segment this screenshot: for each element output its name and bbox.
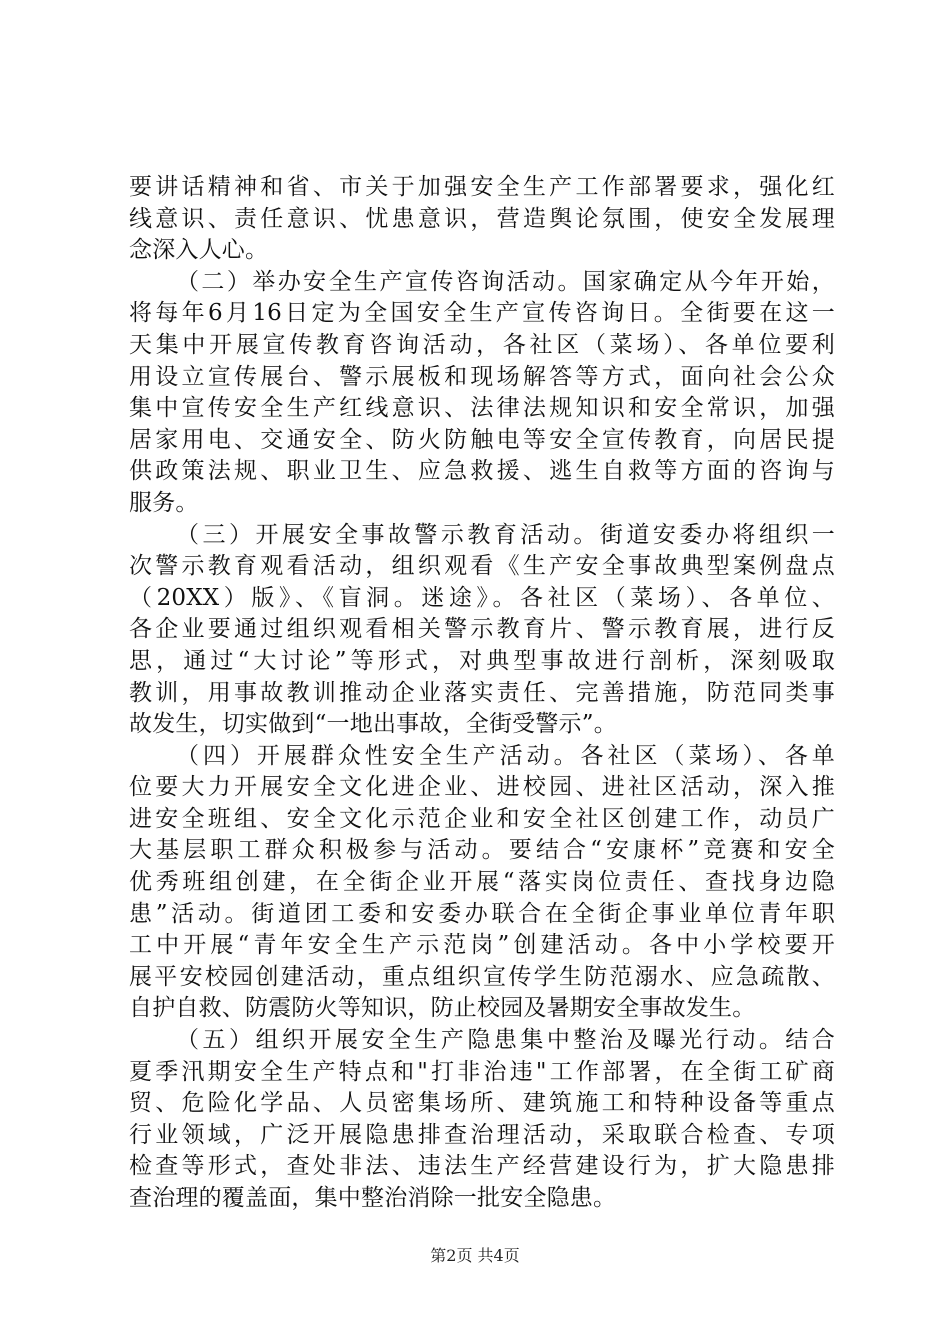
text-line: （20XX）版》、《盲洞。迷途》。各社区（菜场）、各单位、 — [129, 584, 835, 611]
text-line: 各企业要通过组织观看相关警示教育片、警示教育展，进行反 — [129, 616, 835, 643]
text-line: 位要大力开展安全文化进企业、进校园、进社区活动，深入推 — [129, 774, 835, 801]
text-line: 用设立宣传展台、警示展板和现场解答等方式，面向社会公众 — [129, 363, 835, 390]
paragraph-first-line: （三）开展安全事故警示教育活动。街道安委办将组织一 — [176, 521, 835, 548]
text-line: 检查等形式，查处非法、违法生产经营建设行为，扩大隐患排 — [129, 1153, 835, 1180]
text-line: 夏季汛期安全生产特点和"打非治违"工作部署，在全街工矿商 — [129, 1058, 835, 1085]
text-line: 次警示教育观看活动，组织观看《生产安全事故典型案例盘点 — [129, 553, 835, 580]
text-line: 展平安校园创建活动，重点组织宣传学生防范溺水、应急疏散、 — [129, 963, 835, 990]
text-line: 供政策法规、职业卫生、应急救援、逃生自救等方面的咨询与 — [129, 458, 835, 485]
paragraph-first-line: （二）举办安全生产宣传咨询活动。国家确定从今年开始， — [176, 268, 835, 295]
text-line: 线意识、责任意识、忧患意识，营造舆论氛围，使安全发展理 — [129, 205, 835, 232]
text-line: 教训，用事故教训推动企业落实责任、完善措施，防范同类事 — [129, 679, 835, 706]
document-body — [129, 172, 835, 1215]
page-number-footer: 第2页 共4页 — [430, 1246, 520, 1265]
text-line: 行业领域，广泛开展隐患排查治理活动，采取联合检查、专项 — [129, 1121, 835, 1148]
paragraph-first-line: （五）组织开展安全生产隐患集中整治及曝光行动。结合 — [176, 1027, 835, 1054]
text-line: 贸、危险化学品、人员密集场所、建筑施工和特种设备等重点 — [129, 1090, 835, 1117]
text-line: 查治理的覆盖面，集中整治消除一批安全隐患。 — [129, 1185, 617, 1211]
text-line: 自护自救、防震防火等知识，防止校园及暑期安全事故发生。 — [129, 995, 756, 1022]
text-line: 天集中开展宣传教育咨询活动，各社区（菜场）、各单位要利 — [129, 331, 835, 358]
text-line: 优秀班组创建，在全街企业开展“落实岗位责任、查找身边隐 — [129, 869, 835, 896]
text-line: 进安全班组、安全文化示范企业和安全社区创建工作，动员广 — [129, 805, 835, 832]
text-line: 工中开展“青年安全生产示范岗”创建活动。各中小学校要开 — [129, 932, 835, 959]
text-line: 念深入人心。 — [129, 237, 269, 264]
text-line: 服务。 — [129, 489, 199, 516]
text-line: 居家用电、交通安全、防火防触电等安全宣传教育，向居民提 — [129, 426, 835, 453]
text-line: 将每年6月16日定为全国安全生产宣传咨询日。全街要在这一 — [129, 300, 835, 327]
text-line: 大基层职工群众积极参与活动。要结合“安康杯”竞赛和安全 — [129, 837, 835, 864]
text-line: 要讲话精神和省、市关于加强安全生产工作部署要求，强化红 — [129, 174, 835, 200]
text-line: 思，通过“大讨论”等形式，对典型事故进行剖析，深刻吸取 — [129, 647, 835, 674]
text-line: 故发生，切实做到“一地出事故，全街受警示”。 — [129, 711, 617, 738]
text-line: 患”活动。街道团工委和安委办联合在全街企事业单位青年职 — [129, 900, 835, 927]
paragraph-first-line: （四）开展群众性安全生产活动。各社区（菜场）、各单 — [176, 742, 835, 769]
text-line: 集中宣传安全生产红线意识、法律法规知识和安全常识，加强 — [129, 395, 835, 422]
